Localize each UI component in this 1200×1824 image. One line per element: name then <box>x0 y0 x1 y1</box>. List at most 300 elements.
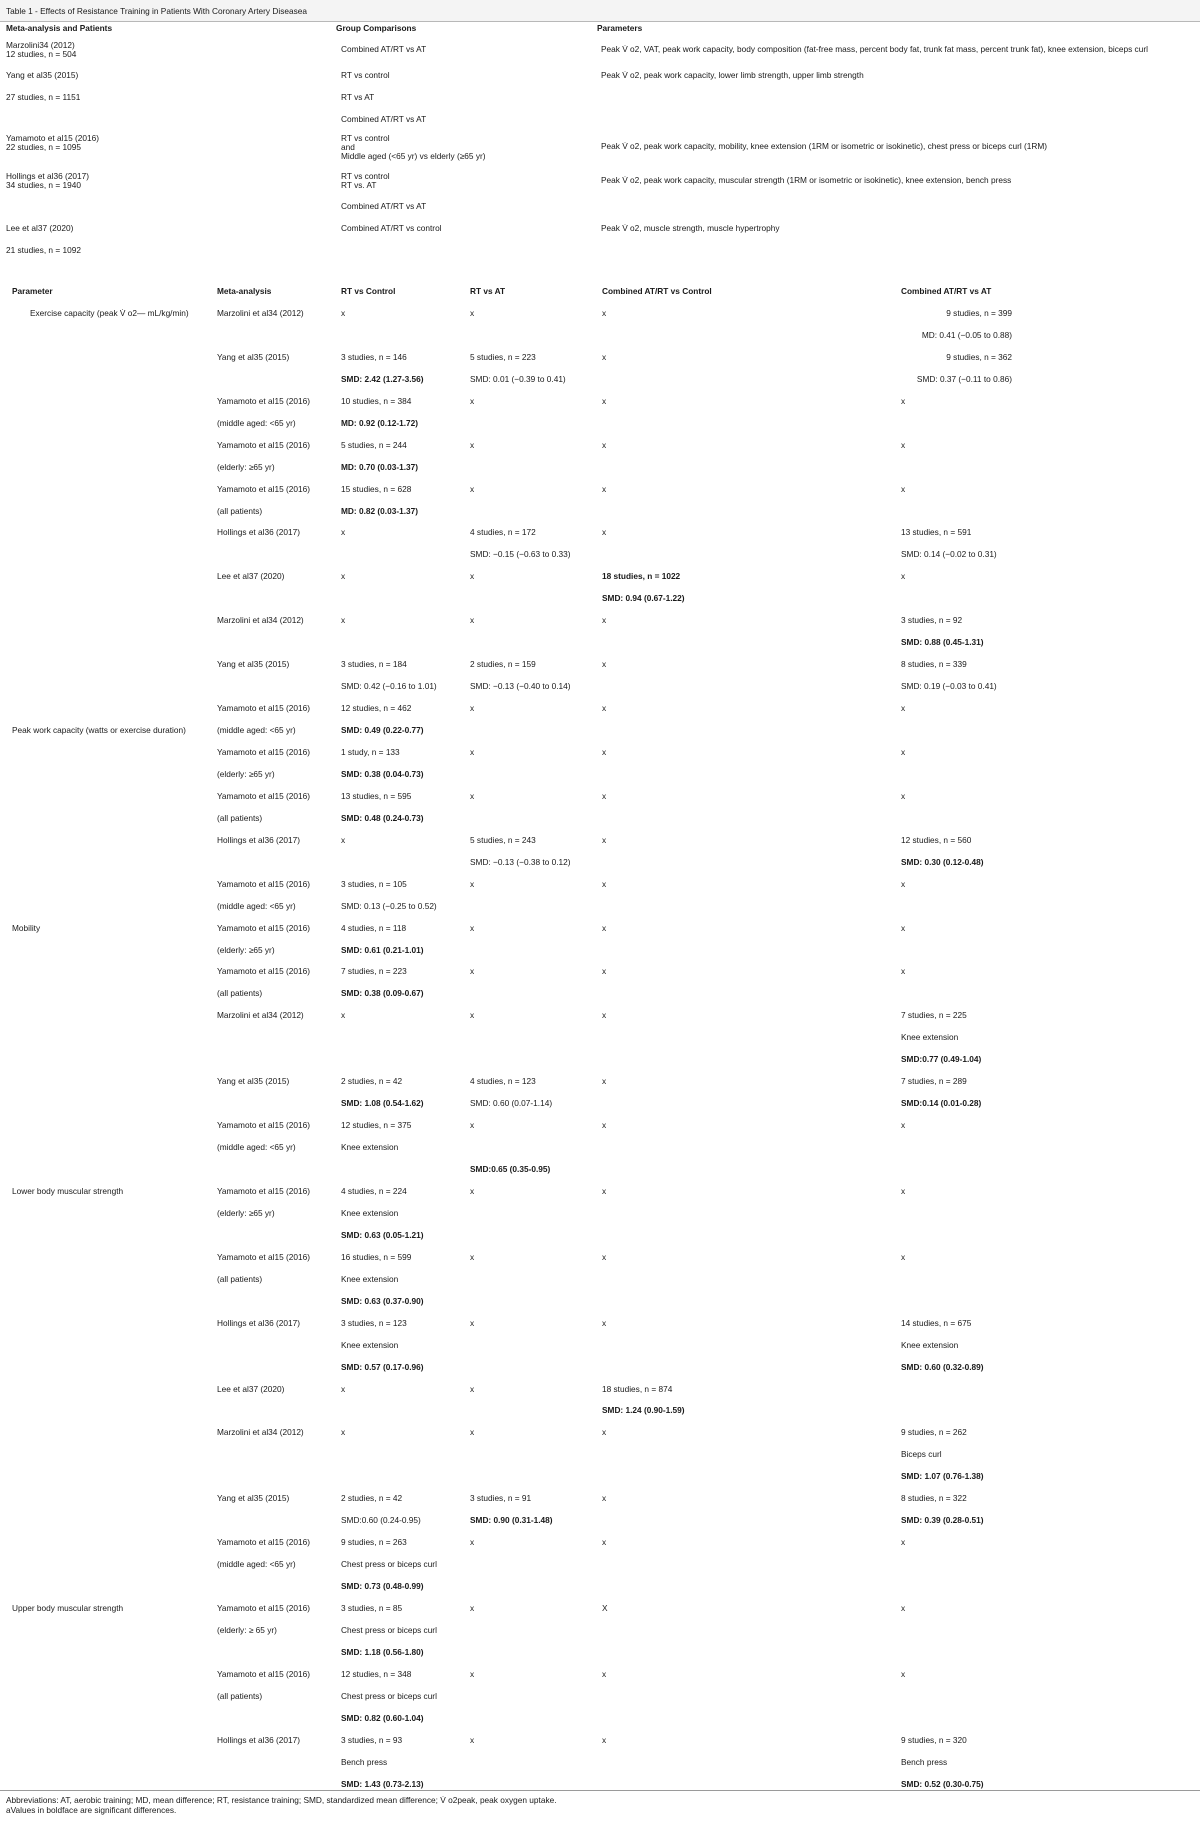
meta-analysis-cell: Yamamoto et al15 (2016) <box>217 966 311 977</box>
meta-analysis-cell: Yamamoto et al15 (2016) <box>217 703 311 714</box>
combined-vs-control-cell: 18 studies, n = 874 <box>602 1383 673 1394</box>
meta-analysis-cell: (elderly: ≥ 65 yr) <box>217 1624 277 1635</box>
rt-vs-at-cell: x <box>470 1734 475 1745</box>
rt-vs-control-cell: 7 studies, n = 223 <box>341 966 407 977</box>
meta-analysis-cell: Yamamoto et al15 (2016) <box>217 878 311 889</box>
rt-vs-at-cell: SMD: −0.13 (−0.40 to 0.14) <box>470 681 571 692</box>
table-row <box>0 1532 1200 1554</box>
combined-vs-control-cell: x <box>602 307 607 318</box>
combined-vs-at-cell: 14 studies, n = 675 <box>901 1317 972 1328</box>
rt-vs-at-cell: SMD: −0.15 (−0.63 to 0.33) <box>470 549 571 560</box>
table-row <box>0 1313 1200 1335</box>
meta-analysis-name: Hollings et al36 (2017) <box>6 171 90 181</box>
rt-vs-at-cell: SMD: 0.60 (0.07-1.14) <box>470 1098 553 1109</box>
group-comparison: Combined AT/RT vs AT <box>341 201 427 211</box>
header-combined-vs-control: Combined AT/RT vs Control <box>602 286 712 296</box>
combined-vs-control-cell: x <box>602 1427 607 1438</box>
table-row <box>0 1620 1200 1642</box>
combined-vs-at-cell: x <box>901 966 906 977</box>
combined-vs-control-cell: x <box>602 1251 607 1262</box>
table-row <box>0 1115 1200 1137</box>
meta-analysis-cell: Hollings et al36 (2017) <box>217 1734 301 1745</box>
parameter-label: Peak work capacity (watts or exercise duration) <box>12 725 186 735</box>
combined-vs-at-cell: 9 studies, n = 320 <box>901 1734 967 1745</box>
meta-analysis-cell: Yamamoto et al15 (2016) <box>217 1120 311 1131</box>
rt-vs-control-cell: SMD: 1.43 (0.73-2.13) <box>341 1778 424 1789</box>
overview-row <box>0 68 1200 90</box>
rt-vs-at-cell: x <box>470 1668 475 1679</box>
table-row <box>0 1598 1200 1620</box>
meta-analysis-cell: (elderly: ≥65 yr) <box>217 768 275 779</box>
group-comparison: Combined AT/RT vs control <box>341 223 442 233</box>
header-meta-analysis-patients: Meta-analysis and Patients <box>6 23 113 33</box>
rt-vs-at-cell: 2 studies, n = 159 <box>470 659 536 670</box>
meta-analysis-cell: Marzolini et al34 (2012) <box>217 1427 304 1438</box>
combined-vs-at-cell: Bench press <box>901 1756 948 1767</box>
meta-analysis-cell: (middle aged: <65 yr) <box>217 1559 296 1570</box>
rt-vs-control-cell: SMD: 1.18 (0.56-1.80) <box>341 1646 424 1657</box>
combined-vs-at-cell: 3 studies, n = 92 <box>901 615 963 626</box>
table-row <box>0 1269 1200 1291</box>
combined-vs-control-cell: x <box>602 1010 607 1021</box>
rt-vs-at-cell: 5 studies, n = 243 <box>470 834 536 845</box>
combined-vs-control-cell: x <box>602 703 607 714</box>
rt-vs-control-cell: 3 studies, n = 123 <box>341 1317 407 1328</box>
combined-vs-at-cell: x <box>901 1185 906 1196</box>
combined-vs-at-cell: x <box>901 439 906 450</box>
rt-vs-at-cell: SMD: −0.13 (−0.38 to 0.12) <box>470 856 571 867</box>
table-footnotes <box>0 1790 1200 1824</box>
meta-analysis-name: Yang et al35 (2015) <box>6 70 79 80</box>
table-row <box>0 610 1200 632</box>
rt-vs-control-cell: 3 studies, n = 93 <box>341 1734 403 1745</box>
rt-vs-at-cell: 4 studies, n = 123 <box>470 1076 536 1087</box>
combined-vs-control-cell: x <box>602 439 607 450</box>
header-parameter: Parameter <box>12 286 53 296</box>
parameters-list: Peak V̇ o2, peak work capacity, mobility, knee extension (1RM or isometric or isokinetic), chest press or biceps curl (1RM) <box>601 141 1048 151</box>
rt-vs-control-cell: Knee extension <box>341 1142 399 1153</box>
table-row <box>0 808 1200 830</box>
combined-vs-at-cell: x <box>901 483 906 494</box>
meta-analysis-overview-table <box>0 24 1200 265</box>
table-row <box>0 1137 1200 1159</box>
rt-vs-control-cell: 3 studies, n = 105 <box>341 878 407 889</box>
combined-vs-control-cell: x <box>602 395 607 406</box>
meta-analysis-cell: (all patients) <box>217 1690 263 1701</box>
combined-vs-at-cell: SMD: 0.14 (−0.02 to 0.31) <box>901 549 997 560</box>
rt-vs-at-cell: x <box>470 1427 475 1438</box>
header-rt-vs-control: RT vs Control <box>341 286 396 296</box>
rt-vs-control-cell: MD: 0.92 (0.12-1.72) <box>341 417 419 428</box>
meta-analysis-cell: (elderly: ≥65 yr) <box>217 461 275 472</box>
combined-vs-at-cell: x <box>901 922 906 933</box>
combined-vs-at-cell: x <box>901 746 906 757</box>
combined-vs-at-cell: Knee extension <box>901 1032 959 1043</box>
meta-analysis-cell: (all patients) <box>217 988 263 999</box>
table-row <box>0 1335 1200 1357</box>
rt-vs-control-cell: Chest press or biceps curl <box>341 1690 437 1701</box>
meta-analysis-name: Yamamoto et al15 (2016) <box>6 133 100 143</box>
table-row <box>0 1049 1200 1071</box>
rt-vs-at-cell: x <box>470 878 475 889</box>
overview-row <box>0 243 1200 265</box>
table-row <box>0 1466 1200 1488</box>
table-row <box>0 1181 1200 1203</box>
combined-vs-control-cell: SMD: 1.24 (0.90-1.59) <box>602 1405 685 1416</box>
overview-row <box>0 172 1200 199</box>
group-comparison: RT vs control <box>341 171 390 181</box>
rt-vs-control-cell: 2 studies, n = 42 <box>341 1493 403 1504</box>
rt-vs-control-cell: SMD:0.60 (0.24-0.95) <box>341 1515 421 1526</box>
combined-vs-at-cell: x <box>901 878 906 889</box>
abbreviations-note: Abbreviations: AT, aerobic training; MD, mean difference; RT, resistance training; SMD, standardized mean difference; V̇ o2peak, peak oxygen uptake. <box>6 1795 557 1805</box>
rt-vs-control-cell: SMD: 0.82 (0.60-1.04) <box>341 1712 424 1723</box>
meta-analysis-cell: Yamamoto et al15 (2016) <box>217 1668 311 1679</box>
rt-vs-control-cell: x <box>341 834 346 845</box>
table-row <box>0 391 1200 413</box>
meta-analysis-cell: (middle aged: <65 yr) <box>217 417 296 428</box>
combined-vs-at-cell: SMD: 0.52 (0.30-0.75) <box>901 1778 984 1789</box>
meta-analysis-cell: Yamamoto et al15 (2016) <box>217 1185 311 1196</box>
combined-vs-at-cell: SMD: 0.37 (−0.11 to 0.86) <box>916 373 1012 384</box>
meta-analysis-cell: (elderly: ≥65 yr) <box>217 1207 275 1218</box>
table-row <box>0 632 1200 654</box>
rt-vs-control-cell: 4 studies, n = 224 <box>341 1185 407 1196</box>
group-comparison: RT vs. AT <box>341 180 377 190</box>
header-meta-analysis: Meta-analysis <box>217 286 272 296</box>
meta-analysis-cell: Yang et al35 (2015) <box>217 351 290 362</box>
rt-vs-control-cell: SMD: 2.42 (1.27-3.56) <box>341 373 424 384</box>
rt-vs-control-cell: SMD: 0.63 (0.37-0.90) <box>341 1295 424 1306</box>
group-comparison: and <box>341 142 355 152</box>
table-row <box>0 1005 1200 1027</box>
rt-vs-at-cell: x <box>470 1537 475 1548</box>
combined-vs-at-cell: 9 studies, n = 362 <box>946 351 1012 362</box>
rt-vs-at-cell: x <box>470 483 475 494</box>
rt-vs-at-cell: x <box>470 790 475 801</box>
combined-vs-control-cell: x <box>602 1076 607 1087</box>
table-row <box>0 1291 1200 1313</box>
table-row <box>0 303 1200 325</box>
rt-vs-control-cell: 4 studies, n = 118 <box>341 922 407 933</box>
rt-vs-control-cell: SMD: 0.73 (0.48-0.99) <box>341 1581 424 1592</box>
combined-vs-at-cell: SMD: 1.07 (0.76-1.38) <box>901 1471 984 1482</box>
table-row <box>0 1400 1200 1422</box>
rt-vs-at-cell: SMD: 0.01 (−0.39 to 0.41) <box>470 373 566 384</box>
table-row <box>0 742 1200 764</box>
rt-vs-at-cell: x <box>470 439 475 450</box>
group-comparison: Combined AT/RT vs AT <box>341 114 427 124</box>
rt-vs-control-cell: 9 studies, n = 263 <box>341 1537 407 1548</box>
meta-analysis-cell: (elderly: ≥65 yr) <box>217 944 275 955</box>
combined-vs-control-cell: SMD: 0.94 (0.67-1.22) <box>602 593 685 604</box>
meta-analysis-cell: Yamamoto et al15 (2016) <box>217 922 311 933</box>
meta-analysis-cell: Hollings et al36 (2017) <box>217 527 301 538</box>
rt-vs-control-cell: SMD: 0.42 (−0.16 to 1.01) <box>341 681 437 692</box>
table-row <box>0 479 1200 501</box>
rt-vs-control-cell: MD: 0.82 (0.03-1.37) <box>341 505 419 516</box>
parameters-list: Peak V̇ o2, peak work capacity, muscular strength (1RM or isometric or isokinetic), knee extension, bench press <box>601 175 1012 185</box>
header-combined-vs-at: Combined AT/RT vs AT <box>901 286 992 296</box>
combined-vs-at-cell: 13 studies, n = 591 <box>901 527 972 538</box>
table-row <box>0 1379 1200 1401</box>
table-row <box>0 1554 1200 1576</box>
rt-vs-at-cell: SMD: 0.90 (0.31-1.48) <box>470 1515 553 1526</box>
table-row <box>0 501 1200 523</box>
meta-analysis-cell: Yamamoto et al15 (2016) <box>217 746 311 757</box>
combined-vs-at-cell: x <box>901 571 906 582</box>
results-header-row <box>0 281 1200 303</box>
rt-vs-control-cell: SMD: 0.63 (0.05-1.21) <box>341 1229 424 1240</box>
group-comparison: Combined AT/RT vs AT <box>341 44 427 54</box>
rt-vs-at-cell: 5 studies, n = 223 <box>470 351 536 362</box>
meta-analysis-cell: Yamamoto et al15 (2016) <box>217 1603 311 1613</box>
header-rt-vs-at: RT vs AT <box>470 286 506 296</box>
combined-vs-at-cell: x <box>901 1603 906 1613</box>
combined-vs-control-cell: x <box>602 834 607 845</box>
rt-vs-at-cell: x <box>470 922 475 933</box>
group-comparison: RT vs AT <box>341 92 375 102</box>
combined-vs-at-cell: x <box>901 1120 906 1131</box>
parameter-label: Upper body muscular strength <box>12 1603 124 1613</box>
rt-vs-control-cell: x <box>341 307 346 318</box>
table-row <box>0 544 1200 566</box>
rt-vs-at-cell: x <box>470 1010 475 1021</box>
combined-vs-at-cell: 9 studies, n = 262 <box>901 1427 967 1438</box>
combined-vs-at-cell: SMD: 0.30 (0.12-0.48) <box>901 856 984 867</box>
group-comparison: RT vs control <box>341 133 390 143</box>
meta-analysis-cell: Lee et al37 (2020) <box>217 1383 285 1394</box>
meta-analysis-cell: Yamamoto et al15 (2016) <box>217 1537 311 1548</box>
rt-vs-control-cell: 5 studies, n = 244 <box>341 439 407 450</box>
meta-analysis-cell: Yamamoto et al15 (2016) <box>217 1251 311 1262</box>
combined-vs-control-cell: x <box>602 1668 607 1679</box>
combined-vs-at-cell: 12 studies, n = 560 <box>901 834 972 845</box>
study-count: 12 studies, n = 504 <box>6 49 77 59</box>
meta-analysis-cell: Hollings et al36 (2017) <box>217 834 301 845</box>
combined-vs-at-cell: Knee extension <box>901 1339 959 1350</box>
table-row <box>0 1686 1200 1708</box>
combined-vs-at-cell: 8 studies, n = 322 <box>901 1493 967 1504</box>
rt-vs-control-cell: SMD: 0.49 (0.22-0.77) <box>341 725 424 735</box>
overview-header-row <box>0 24 1200 41</box>
meta-analysis-cell: Yamamoto et al15 (2016) <box>217 790 311 801</box>
meta-analysis-cell: Marzolini et al34 (2012) <box>217 1010 304 1021</box>
combined-vs-control-cell: 18 studies, n = 1022 <box>602 571 681 582</box>
table-row <box>0 940 1200 962</box>
combined-vs-at-cell: x <box>901 395 906 406</box>
rt-vs-control-cell: MD: 0.70 (0.03-1.37) <box>341 461 419 472</box>
table-row <box>0 654 1200 676</box>
rt-vs-control-cell: SMD: 0.38 (0.09-0.67) <box>341 988 424 999</box>
meta-analysis-cell: (middle aged: <65 yr) <box>217 900 296 911</box>
group-comparison: Middle aged (<65 yr) vs elderly (≥65 yr) <box>341 151 486 161</box>
combined-vs-at-cell: SMD: 0.19 (−0.03 to 0.41) <box>901 681 997 692</box>
table-row <box>0 764 1200 786</box>
rt-vs-control-cell: Chest press or biceps curl <box>341 1559 437 1570</box>
group-comparison: RT vs control <box>341 70 390 80</box>
meta-analysis-cell: (middle aged: <65 yr) <box>217 725 296 735</box>
combined-vs-control-cell: x <box>602 527 607 538</box>
combined-vs-control-cell: x <box>602 1185 607 1196</box>
table-row <box>0 1225 1200 1247</box>
combined-vs-at-cell: 9 studies, n = 399 <box>946 307 1012 318</box>
table-row <box>0 983 1200 1005</box>
study-count: 22 studies, n = 1095 <box>6 142 81 152</box>
rt-vs-at-cell: x <box>470 395 475 406</box>
table-title: Table 1 - Effects of Resistance Training in Patients With Coronary Artery Diseasea <box>0 0 1200 22</box>
rt-vs-control-cell: 3 studies, n = 85 <box>341 1603 403 1613</box>
meta-analysis-name: 27 studies, n = 1151 <box>6 92 81 102</box>
rt-vs-control-cell: 12 studies, n = 462 <box>341 703 412 714</box>
combined-vs-control-cell: x <box>602 1120 607 1131</box>
meta-analysis-cell: Yamamoto et al15 (2016) <box>217 395 311 406</box>
table-row <box>0 918 1200 940</box>
meta-analysis-cell: Lee et al37 (2020) <box>217 571 285 582</box>
combined-vs-control-cell: x <box>602 483 607 494</box>
table-row <box>0 786 1200 808</box>
combined-vs-at-cell: x <box>901 1537 906 1548</box>
combined-vs-at-cell: SMD: 0.88 (0.45-1.31) <box>901 637 984 648</box>
rt-vs-control-cell: SMD: 0.38 (0.04-0.73) <box>341 768 424 779</box>
parameter-label: Mobility <box>12 922 41 933</box>
meta-analysis-cell: (all patients) <box>217 1273 263 1284</box>
table-row <box>0 1576 1200 1598</box>
combined-vs-at-cell: Biceps curl <box>901 1449 942 1460</box>
table-row <box>0 522 1200 544</box>
meta-analysis-name: Lee et al37 (2020) <box>6 223 74 233</box>
rt-vs-control-cell: Knee extension <box>341 1207 399 1218</box>
table-row <box>0 1357 1200 1379</box>
rt-vs-control-cell: x <box>341 527 346 538</box>
rt-vs-control-cell: x <box>341 571 346 582</box>
meta-analysis-cell: (middle aged: <65 yr) <box>217 1142 296 1153</box>
rt-vs-control-cell: 1 study, n = 133 <box>341 746 400 757</box>
rt-vs-control-cell: 2 studies, n = 42 <box>341 1076 403 1087</box>
table-row <box>0 676 1200 698</box>
combined-vs-control-cell: x <box>602 1734 607 1745</box>
combined-vs-control-cell: x <box>602 1493 607 1504</box>
rt-vs-control-cell: SMD: 1.08 (0.54-1.62) <box>341 1098 424 1109</box>
rt-vs-control-cell: x <box>341 1383 346 1394</box>
rt-vs-control-cell: x <box>341 1427 346 1438</box>
combined-vs-control-cell: x <box>602 790 607 801</box>
table-row <box>0 1642 1200 1664</box>
overview-row <box>0 41 1200 68</box>
combined-vs-control-cell: x <box>602 1317 607 1328</box>
parameters-list: Peak V̇ o2, peak work capacity, lower limb strength, upper limb strength <box>601 70 864 80</box>
table-row <box>0 1422 1200 1444</box>
meta-analysis-cell: Yamamoto et al15 (2016) <box>217 483 311 494</box>
table-row <box>0 874 1200 896</box>
table-row <box>0 1071 1200 1093</box>
header-group-comparisons: Group Comparisons <box>336 23 417 33</box>
combined-vs-control-cell: x <box>602 351 607 362</box>
rt-vs-at-cell: x <box>470 966 475 977</box>
combined-vs-control-cell: x <box>602 922 607 933</box>
table-row <box>0 720 1200 742</box>
combined-vs-control-cell: x <box>602 1537 607 1548</box>
rt-vs-control-cell: 16 studies, n = 599 <box>341 1251 412 1262</box>
table-row <box>0 852 1200 874</box>
table-row <box>0 1510 1200 1532</box>
header-parameters: Parameters <box>597 23 643 33</box>
meta-analysis-cell: Marzolini et al34 (2012) <box>217 615 304 626</box>
rt-vs-at-cell: x <box>470 571 475 582</box>
combined-vs-at-cell: SMD:0.77 (0.49-1.04) <box>901 1054 982 1065</box>
rt-vs-control-cell: SMD: 0.57 (0.17-0.96) <box>341 1361 424 1372</box>
combined-vs-control-cell: x <box>602 746 607 757</box>
combined-vs-at-cell: 7 studies, n = 289 <box>901 1076 967 1087</box>
table-row <box>0 588 1200 610</box>
rt-vs-at-cell: SMD:0.65 (0.35-0.95) <box>470 1164 551 1174</box>
rt-vs-control-cell: 12 studies, n = 348 <box>341 1668 412 1679</box>
table-row <box>0 1708 1200 1730</box>
combined-vs-at-cell: x <box>901 1251 906 1262</box>
meta-analysis-cell: Marzolini et al34 (2012) <box>217 307 304 318</box>
rt-vs-at-cell: x <box>470 746 475 757</box>
parameter-label: Exercise capacity (peak V̇ o2— mL/kg/min) <box>30 307 189 318</box>
combined-vs-at-cell: x <box>901 703 906 714</box>
rt-vs-control-cell: 10 studies, n = 384 <box>341 395 412 406</box>
combined-vs-control-cell: x <box>602 615 607 626</box>
table-row <box>0 1730 1200 1752</box>
table-row <box>0 347 1200 369</box>
table-row <box>0 1488 1200 1510</box>
rt-vs-control-cell: 3 studies, n = 184 <box>341 659 407 670</box>
meta-analysis-cell: Yang et al35 (2015) <box>217 1076 290 1087</box>
rt-vs-at-cell: x <box>470 1383 475 1394</box>
rt-vs-at-cell: x <box>470 1185 475 1196</box>
rt-vs-control-cell: Knee extension <box>341 1339 399 1350</box>
table-row <box>0 413 1200 435</box>
rt-vs-at-cell: x <box>470 615 475 626</box>
parameters-list: Peak V̇ o2, VAT, peak work capacity, body composition (fat-free mass, percent body fat, trunk fat mass, percent trunk fat), knee extension, biceps curl <box>601 44 1148 54</box>
table-row <box>0 369 1200 391</box>
rt-vs-control-cell: 13 studies, n = 595 <box>341 790 412 801</box>
table-row <box>0 1027 1200 1049</box>
rt-vs-at-cell: x <box>470 1603 475 1613</box>
rt-vs-control-cell: x <box>341 615 346 626</box>
rt-vs-control-cell: x <box>341 1010 346 1021</box>
rt-vs-at-cell: x <box>470 703 475 714</box>
meta-analysis-cell: Yang et al35 (2015) <box>217 659 290 670</box>
table-row <box>0 1752 1200 1774</box>
meta-analysis-cell: (all patients) <box>217 505 263 516</box>
meta-analysis-cell: Hollings et al36 (2017) <box>217 1317 301 1328</box>
table-row <box>0 457 1200 479</box>
rt-vs-control-cell: 15 studies, n = 628 <box>341 483 412 494</box>
combined-vs-at-cell: SMD: 0.60 (0.32-0.89) <box>901 1361 984 1372</box>
rt-vs-control-cell: Knee extension <box>341 1273 399 1284</box>
table-row <box>0 830 1200 852</box>
table-row <box>0 698 1200 720</box>
overview-row <box>0 221 1200 243</box>
combined-vs-control-cell: x <box>602 878 607 889</box>
boldface-note: aValues in boldface are significant differences. <box>6 1804 177 1815</box>
rt-vs-control-cell: Bench press <box>341 1756 388 1767</box>
rt-vs-control-cell: SMD: 0.61 (0.21-1.01) <box>341 944 424 955</box>
study-count: 34 studies, n = 1940 <box>6 180 81 190</box>
table-row <box>0 566 1200 588</box>
table-row <box>0 1664 1200 1686</box>
rt-vs-control-cell: 3 studies, n = 146 <box>341 351 407 362</box>
rt-vs-at-cell: x <box>470 307 475 318</box>
table-row <box>0 961 1200 983</box>
rt-vs-at-cell: x <box>470 1317 475 1328</box>
combined-vs-control-cell: x <box>602 966 607 977</box>
parameter-label: Lower body muscular strength <box>12 1185 124 1196</box>
